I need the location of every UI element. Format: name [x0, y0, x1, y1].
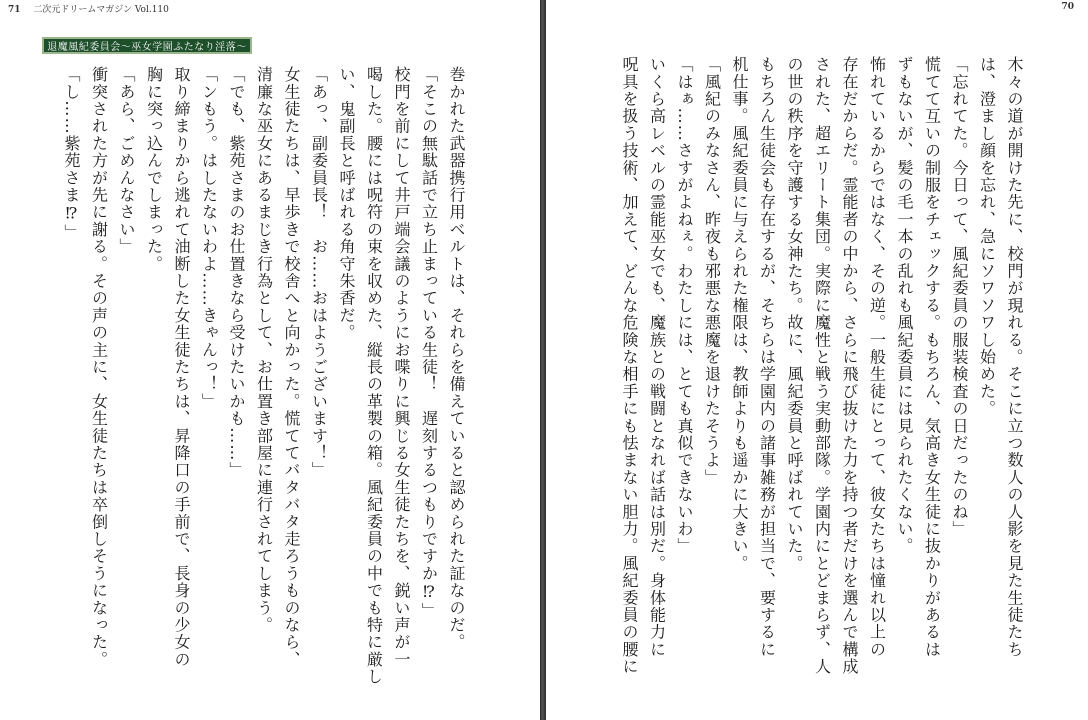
left-page [0, 0, 540, 720]
running-title: 二次元ドリームマガジン Vol.110 [33, 5, 169, 15]
body-line: 木々の道が開けた先に、校門が現れる。そこに立つ数人の人影を見た生徒たち [1005, 56, 1024, 658]
right-page-number: 70 [1061, 2, 1074, 12]
body-line: 「そこの無駄話で立ち止まっている生徒！ 遅刻するつもりですか⁉」 [419, 66, 439, 620]
body-line: 「あら、ごめんなさい」 [117, 66, 136, 256]
left-page-header [8, 2, 169, 15]
body-line: 「忘れてた。今日って、風紀委員の服装検査の日だったのね」 [950, 56, 969, 538]
body-line: 「ンもう。はしたないわよ……きゃんっ！」 [199, 66, 219, 410]
chapter-title-banner: 退魔風紀委員会〜巫女学園ふたなり淫落〜 [42, 37, 252, 54]
body-line: い、鬼副長と呼ばれる角守朱香だ。 [337, 66, 356, 342]
body-line: 机仕事。風紀委員に与えられた権限は、教師よりも遥かに大きい。 [730, 56, 749, 572]
body-line: もちろん生徒会も存在するが、そちらは学園内の諸事雑務が担当で、要するに [757, 56, 777, 658]
body-line: いくら高レベルの霊能巫女でも、魔族との戦闘となれば話は別だ。身体能力に [647, 56, 667, 658]
body-line: 胸に突っ込んでしまった。 [144, 66, 164, 273]
body-line: 慌てて互いの制服をチェックする。もちろん、気高き女生徒に抜かりがあるは [922, 56, 942, 658]
body-line: の世の秩序を守護する女神たち。故に、風紀委員と呼ばれていた。 [785, 56, 804, 572]
body-line: 校門を前にして井戸端会議のようにお喋りに興じる女生徒たちを、鋭い声が一 [392, 66, 411, 668]
body-line: 巻かれた武器携行用ベルトは、それらを備えていると認められた証なのだ。 [447, 66, 466, 651]
body-line: 「あっ、副委員長！ お……おはようございます！」 [309, 66, 329, 479]
body-line: 「し……紫苑さま⁉」 [62, 66, 81, 241]
body-line: された、超エリート集団。実際に魔性と戦う実動部隊。学園内にとどまらず、人 [812, 56, 832, 676]
body-line: 「でも、紫苑さまのお仕置きなら受けたいかも……」 [227, 66, 246, 479]
right-page [546, 0, 1088, 720]
body-line: 「はぁ……さすがよねぇ。わたしには、とても真似できないわ」 [675, 56, 694, 555]
body-line: ずもないが、髪の毛一本の乱れも風紀委員には見られたくない。 [895, 56, 914, 555]
left-page-body [58, 66, 471, 686]
body-line: 衝突された方が先に謝る。その声の主に、女生徒たちは卒倒しそうになった。 [89, 66, 109, 668]
body-line: 女生徒たちは、早歩きで校舎へと向かった。慌ててバタバタ走ろうものなら、 [282, 66, 301, 668]
body-line: 怖れているからではなく、その逆。一般生徒にとって、彼女たちは憧れ以上の [867, 56, 887, 658]
left-page-number: 71 [8, 5, 21, 15]
right-page-body [616, 56, 1029, 676]
body-line: は、澄まし顔を忘れ、急にソワソワし始めた。 [977, 56, 997, 418]
body-line: 喝した。腰には呪符の束を収めた、縦長の革製の箱。風紀委員の中でも特に厳し [364, 66, 384, 686]
body-line: 取り締まりから逃れて油断した女生徒たちは、昇降口の手前で、長身の少女の [172, 66, 191, 668]
body-line: 「風紀のみなさん、昨夜も邪悪な悪魔を退けたそうよ」 [702, 56, 722, 486]
body-line: 存在だからだ。霊能者の中から、さらに飛び抜けた力を持つ者だけを選んで構成 [840, 56, 859, 676]
body-line: 清廉な巫女にあるまじき行為として、お仕置き部屋に連行されてしまう。 [254, 66, 274, 634]
body-line: 呪具を扱う技術、加えて、どんな危険な相手にも怯まない胆力。風紀委員の腰に [620, 56, 639, 676]
